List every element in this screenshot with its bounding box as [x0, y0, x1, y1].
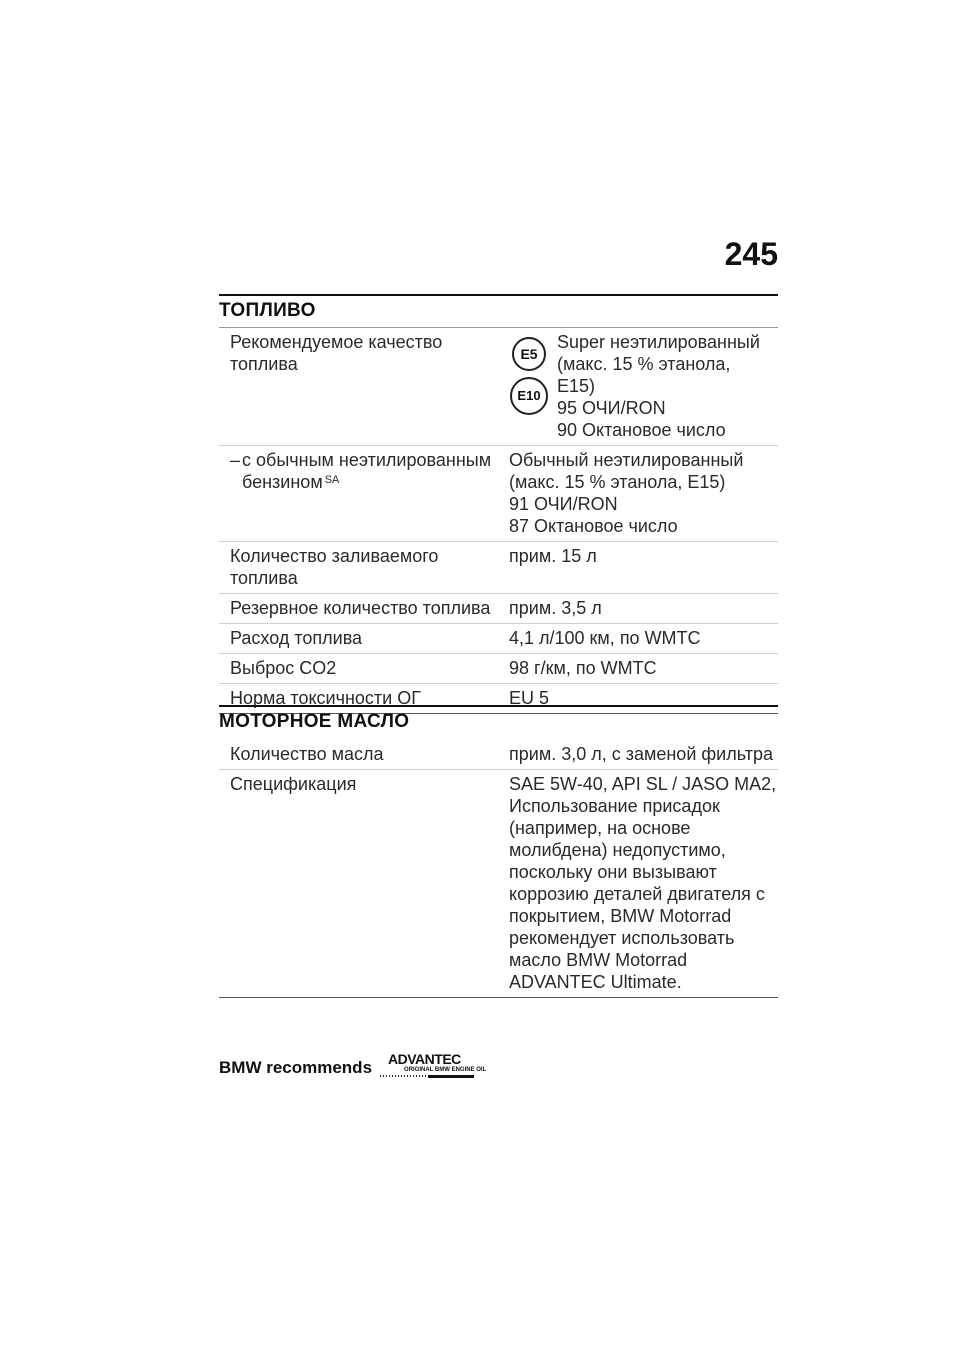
- fuel-capacity-value: прим. 15 л: [498, 542, 778, 594]
- oil-spec-table: [219, 740, 778, 998]
- emission-standard-value: EU 5: [498, 684, 778, 714]
- fuel-quality-value: [498, 328, 778, 446]
- fuel-quality-line: (макс. 15 % этанола,: [557, 354, 731, 374]
- section-divider: [219, 294, 778, 296]
- logo-bar-solid: [428, 1075, 474, 1078]
- fuel-reserve-label: Резервное количество топлива: [219, 594, 498, 624]
- section-divider: [219, 705, 778, 707]
- table-row: [219, 328, 778, 446]
- fuel-quality-line: E15): [557, 376, 596, 396]
- table-row: [219, 770, 778, 998]
- e10-fuel-badge-icon: E10: [510, 377, 548, 415]
- table-row: [219, 684, 778, 714]
- regular-fuel-line: Обычный неэтилированный: [509, 450, 744, 470]
- special-accessory-mark: SA: [324, 474, 340, 486]
- fuel-capacity-label: Количество заливаемого топлива: [219, 542, 498, 594]
- fuel-reserve-value: прим. 3,5 л: [498, 594, 778, 624]
- advantec-logo-text: ADVANTEC: [388, 1051, 461, 1067]
- page-number: 245: [724, 236, 778, 272]
- regular-fuel-label: [219, 446, 498, 542]
- fuel-quality-line: 90 Октановое число: [557, 420, 726, 440]
- oil-quantity-value: прим. 3,0 л, с заменой фильтра: [498, 740, 778, 770]
- table-row: [219, 542, 778, 594]
- regular-fuel-line: 91 ОЧИ/RON: [509, 494, 618, 514]
- oil-spec-value: SAE 5W-40, API SL / JASO MA2, Использование присадок (например, на основе молибдена) недопустимо, поскольку они вызывают коррозию деталей двигателя с покрытием, BMW Motorrad рекомендует использовать масло BMW Motorrad ADVANTEC Ultimate.: [498, 770, 778, 998]
- fuel-consumption-value: 4,1 л/100 км, по WMTC: [498, 624, 778, 654]
- advantec-logo: [380, 1052, 486, 1078]
- co2-emission-label: Выброс CO2: [219, 654, 498, 684]
- regular-fuel-label-text: с обычным неэтилированным бензином: [242, 450, 492, 492]
- table-row: [219, 654, 778, 684]
- bmw-recommends-footer: [219, 1052, 486, 1078]
- regular-fuel-line: 87 Октановое число: [509, 516, 678, 536]
- table-row: [219, 446, 778, 542]
- table-row: [219, 740, 778, 770]
- fuel-quality-line: Super неэтилированный: [557, 332, 760, 352]
- regular-fuel-line: (макс. 15 % этанола, E15): [509, 472, 726, 492]
- list-dash: –: [230, 450, 241, 470]
- bmw-recommends-text: BMW recommends: [219, 1058, 373, 1077]
- logo-dots: [380, 1075, 428, 1077]
- regular-fuel-value: [498, 446, 778, 542]
- table-row: [219, 624, 778, 654]
- oil-quantity-label: Количество масла: [219, 740, 498, 770]
- table-row: [219, 594, 778, 624]
- advantec-logo-bar: [380, 1074, 474, 1078]
- e5-fuel-badge-icon: E5: [512, 337, 546, 371]
- section-title-fuel: ТОПЛИВО: [219, 300, 316, 321]
- fuel-quality-label: Рекомендуемое качество топлива: [219, 328, 498, 446]
- fuel-quality-line: 95 ОЧИ/RON: [557, 398, 666, 418]
- section-title-oil: МОТОРНОЕ МАСЛО: [219, 711, 410, 732]
- oil-spec-label: Спецификация: [219, 770, 498, 998]
- co2-emission-value: 98 г/км, по WMTC: [498, 654, 778, 684]
- advantec-logo-subtitle: ORIGINAL BMW ENGINE OIL: [404, 1067, 487, 1073]
- emission-standard-label: Норма токсичности ОГ: [219, 684, 498, 714]
- fuel-consumption-label: Расход топлива: [219, 624, 498, 654]
- fuel-spec-table: [219, 328, 778, 714]
